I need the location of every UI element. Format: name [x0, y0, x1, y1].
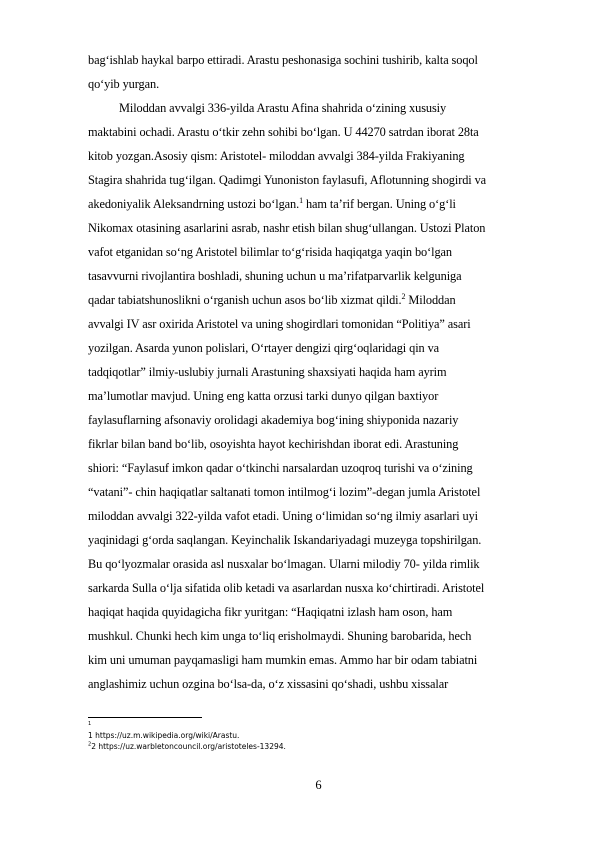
text-segment: Miloddan	[405, 293, 456, 307]
text-line	[88, 292, 456, 308]
text-line: mushkul. Chunki hech kim unga to‘liq erisholmaydi. Shuning barobarida, hech	[88, 629, 472, 643]
text-line: tasavvurni rivojlantira boshladi, shuning uchun u ma’rifatparvarlik kelguniga	[88, 269, 462, 283]
text-line: sarkarda Sulla o‘lja sifatida olib ketadi va asarlardan nusxa ko‘chirtiradi. Aristotel	[88, 581, 485, 595]
text-line: kitob yozgan.Asosiy qism: Aristotel- miloddan avvalgi 384-yilda Frakiyaning	[88, 149, 465, 163]
text-line: Nikomax otasining asarlarini asrab, nashr etish bilan shug‘ullangan. Ustozi Platon	[88, 221, 486, 235]
text-line: vafot etganidan so‘ng Aristotel bilimlar to‘g‘risida haqiqatga yaqin bo‘lgan	[88, 245, 452, 259]
text-line: maktabini ochadi. Arastu o‘tkir zehn sohibi bo‘lgan. U 44270 satrdan iborat 28ta	[88, 125, 479, 139]
paragraph-start-line: Miloddan avvalgi 336-yilda Arastu Afina shahrida o‘zining xususiy	[119, 101, 447, 115]
footnote-1: 1 https://uz.m.wikipedia.org/wiki/Arastu.	[88, 731, 240, 740]
footnote-2-text: 2 https://uz.warbletoncouncil.org/aristoteles-13294.	[91, 742, 286, 751]
text-line: faylasuflarning afsonaviy orolidagi akademiya bog‘ining shiyponida nazariy	[88, 413, 459, 427]
footnote-2-marker: 2	[88, 741, 92, 748]
text-line: avvalgi IV asr oxirida Aristotel va uning shogirdlari tomonidan “Politiya” asari	[88, 317, 471, 331]
text-line: “vatani”- chin haqiqatlar saltanati tomon intilmog‘i lozim”-degan jumla Aristotel	[88, 485, 481, 499]
text-line: shiori: “Faylasuf imkon qadar o‘tkinchi narsalardan uzoqroq turishi va o‘zining	[88, 461, 473, 475]
text-segment: akedoniyalik Aleksandrning ustozi bo‘lgan.	[88, 197, 300, 211]
text-line: Stagira shahrida tug‘ilgan. Qadimgi Yunoniston faylasufi, Aflotunning shogirdi va	[88, 173, 487, 187]
text-segment: qadar tabiatshunoslikni o‘rganish uchun asos bo‘lib xizmat qildi.	[88, 293, 402, 307]
text-line: ma’lumotlar mavjud. Uning eng katta orzusi tarki dunyo qilgan baxtiyor	[88, 389, 439, 403]
text-line: yaqinidagi g‘orda saqlangan. Keyinchalik Iskandariyadagi muzeyga topshirilgan.	[88, 533, 482, 547]
text-line	[88, 196, 456, 212]
footnote-2	[88, 742, 286, 751]
text-line: fikrlar bilan band bo‘lib, osoyishta hayot kechirishdan iborat edi. Arastuning	[88, 437, 459, 451]
text-line: haqiqat haqida quyidagicha fikr yuritgan: “Haqiqatni izlash ham oson, ham	[88, 605, 453, 619]
footnote-separator	[88, 717, 202, 718]
footnote-ref: 2	[401, 291, 406, 301]
text-line: Bu qo‘lyozmalar orasida asl nusxalar bo‘lmagan. Ularni milodiy 70- yilda rimlik	[88, 557, 480, 571]
page-number	[0, 778, 595, 793]
text-line: anglashimiz uchun ozgina bo‘lsa-da, o‘z xissasini qo‘shadi, ushbu xissalar	[88, 677, 449, 691]
text-line: yozilgan. Asarda yunon polislari, O‘rtayer dengizi qirg‘oqlaridagi qin va	[88, 341, 440, 355]
footnote-marker: 1	[88, 721, 92, 727]
text-line: qo‘yib yurgan.	[88, 77, 160, 91]
footnote-ref: 1	[299, 195, 303, 205]
text-segment: ham ta’rif bergan. Uning o‘g‘li	[303, 197, 456, 211]
text-line: miloddan avvalgi 322-yilda vafot etadi. Uning o‘limidan so‘ng ilmiy asarlari uyi	[88, 509, 479, 523]
text-line: kim uni umuman payqamasligi ham mumkin emas. Ammo har bir odam tabiatni	[88, 653, 478, 667]
text-line: bag‘ishlab haykal barpo ettiradi. Arastu peshonasiga sochini tushirib, kalta soqol	[88, 53, 478, 67]
text-line: tadqiqotlar” ilmiy-uslubiy jurnali Arastuning shaxsiyati haqida ham ayrim	[88, 365, 447, 379]
page-number-value: 6	[315, 778, 322, 792]
